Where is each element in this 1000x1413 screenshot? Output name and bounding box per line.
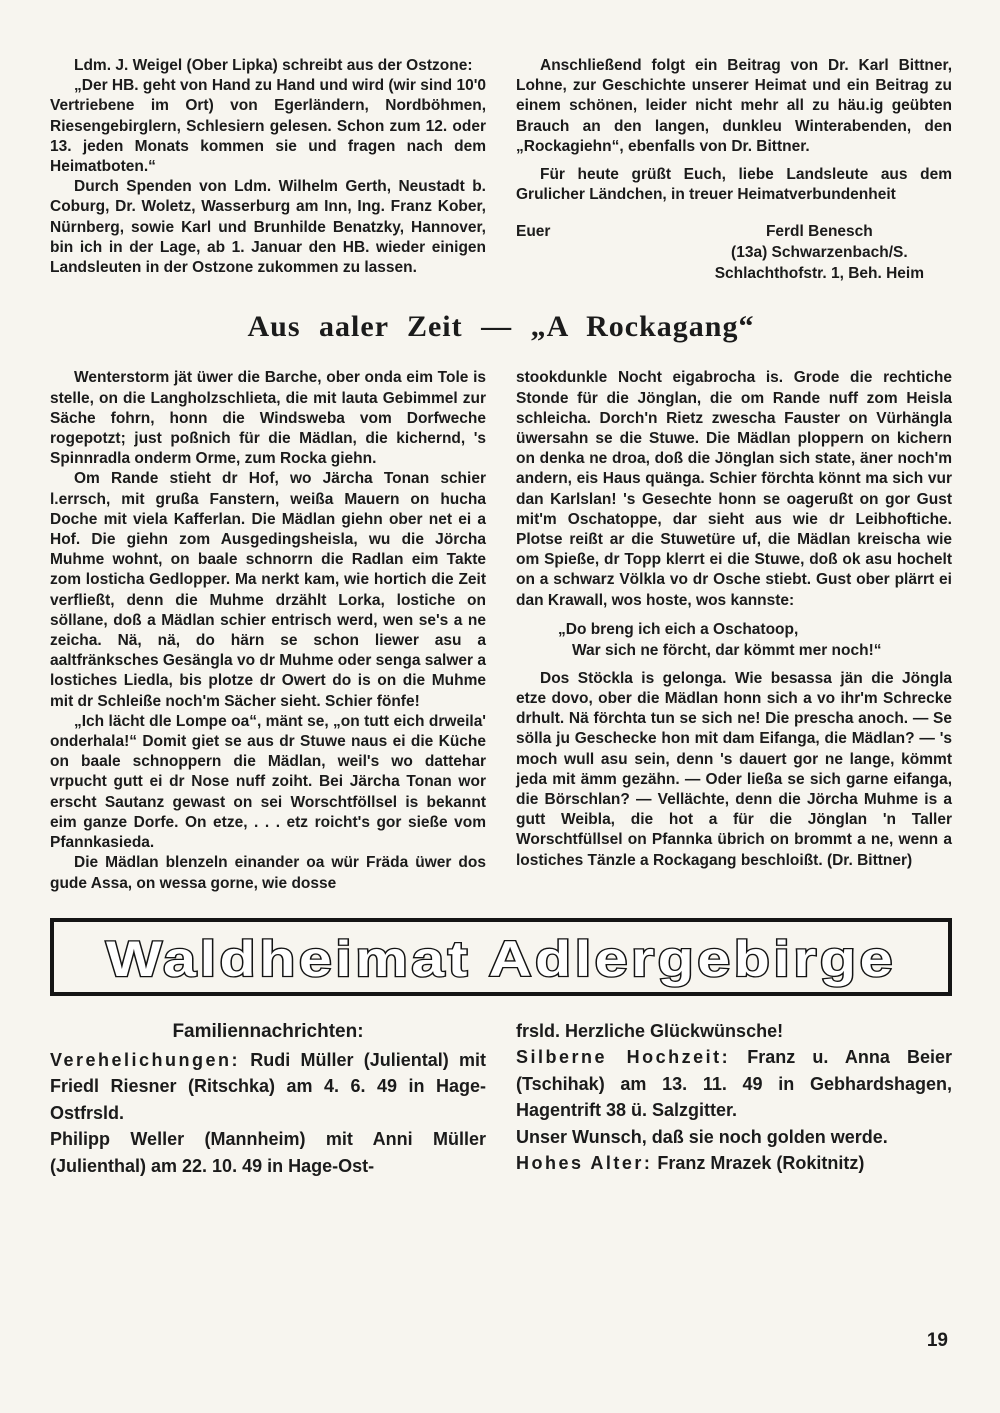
family-news-text: Franz Mrazek (Rokitnitz) — [652, 1153, 865, 1174]
intro-paragraph: Für heute grüßt Euch, liebe Landsleute aus dem Grulicher Ländchen, in treuer Heimatverbundenheit — [516, 166, 952, 204]
family-news-text: Franz u. Anna Beier (Tschihak) am 13. 11. 49 in Gebhardshagen, Hagentrift 38 ü. Salzgitter. — [516, 1047, 952, 1121]
article-verse — [558, 619, 952, 661]
family-news-heading: Familiennachrichten: — [172, 1020, 364, 1042]
signature-block — [516, 221, 952, 284]
signature-salutation: Euer — [516, 223, 551, 241]
verse-line: War sich ne förcht, dar kömmt mer noch!“ — [572, 641, 882, 659]
intro-paragraph: Ldm. J. Weigel (Ober Lipka) schreibt aus der Ostzone: — [74, 57, 473, 74]
family-news-item — [516, 1018, 952, 1045]
page-number: 19 — [926, 1330, 948, 1351]
article-section — [50, 368, 952, 893]
family-news-label: Hohes Alter: — [516, 1153, 653, 1174]
intro-paragraph: Anschließend folgt ein Beitrag von Dr. Karl Bittner, Lohne, zur Geschichte unserer Heimat und ein Beitrag zu einem schönen, leider nicht mehr all zu häu.ig geübten Brauch an den langen, dunkleu Winterabenden, den „Rockagiehn“, ebenfalls von Dr. Bittner. — [516, 57, 952, 155]
banner-art — [61, 930, 941, 988]
family-news-item — [516, 1124, 952, 1151]
article-left-column — [50, 368, 486, 893]
family-news-text: frsld. Herzliche Glückwünsche! — [516, 1020, 784, 1041]
article-paragraph: Wenterstorm jät üwer die Barche, ober onda eim Tole is stelle, on die Langholzschlieta, die mit lauta Gebimmel zur Säche fohrn, honn die Windsweba vom Dorfweche rogepotzt; just poßnich für die Mädlan, die kichernd, 's Spinnradla onderm Orme, zum Rocka giehn. — [50, 369, 486, 468]
intro-right-column — [516, 56, 952, 284]
family-news-text: Unser Wunsch, daß sie noch golden werde. — [516, 1126, 888, 1147]
family-news-item — [50, 1047, 486, 1127]
article-title: Aus aaler Zeit — „A Rockagang“ — [247, 310, 755, 344]
family-news-label: Verehelichungen: — [50, 1049, 241, 1070]
intro-section — [50, 56, 952, 284]
family-news-text: Philipp Weller (Mannheim) mit Anni Müller (Julienthal) am 22. 10. 49 in Hage-Ost- — [50, 1129, 486, 1176]
signature-town: (13a) Schwarzenbach/S. — [731, 244, 908, 262]
family-right-column — [516, 1018, 952, 1177]
article-paragraph: Die Mädlan blenzeln einander oa wür Fräda üwer dos gude Assa, on wessa gorne, wie dosse — [50, 854, 486, 892]
article-paragraph: Om Rande stieht dr Hof, wo Järcha Tonan schier l.errsch, mit grußa Fanstern, weißa Mauern on hucha Doche mit viela Kafferlan. Die Mädlan giehn ober net ei a Hof. Die giehn zom Ausgedingsheisla, wu die Jörcha Muhme wohnt, on baale schnorrn die Radlan eim Takte zom losticha Gedlopper. Ma nerkt kam, wie hortich die Zeit verfließt, denn die Muhme drzählt Lorka, lostiche on söllane, doß a Mädlan schier entrisch werd, wen se's a ne zeicha. Nä, nä, do härn se schon liewer asu a aaltfränksches Gesängla vo dr Muhme oder senga salwer a lostiches Liedla, bis plotze dr Owert do is on die Muhme mit dr Schleiße noch'm Sächer sieht. Schier fönfe! — [50, 470, 486, 710]
signature-address — [715, 221, 924, 284]
family-left-column — [50, 1018, 486, 1180]
family-news-section — [50, 1018, 952, 1180]
banner-box — [50, 918, 952, 996]
family-news-text: Rudi Müller (Juliental) mit Friedl Riesner (Ritschka) am 4. 6. 49 in Hage-Ostfrsld. — [50, 1049, 486, 1123]
verse-line: „Do breng ich eich a Oschatoop, — [558, 620, 799, 638]
article-paragraph: stookdunkle Nocht eigabrocha is. Grode die rechtiche Stonde für die Jönglan, die om Rande nuff zom Heisla schleicha. Dorch'n Rietz zwescha Fauster on Vürhängla üwersahn se die Stuwe. Die Mädlan ploppern on kichern on denka ne droa, doß die Jönglan sich state, äner noch'm andern, eis Haus quänga. Schier förchta könnt ma sich vur dan Karlslan! 's Gesechte honn se oagerußt on gor Gust mit'm Oschatoppe, dar sieht aus wie dr Leibhoftiche. Plotse reißt ar die Stuwetüre uf, die Mädlan kreischa wie om Spieße, dr Topp klerrt ei die Stuwe, doß ok asu hochelt on a schwarz Völkla vo dr Osche stiebt. Gust ober plärrt ei dan Krawall, wos hoste, wos kannste: — [516, 369, 952, 609]
signature-name: Ferdl Benesch — [765, 223, 873, 241]
article-paragraph: „Ich lächt dle Lompe oa“, mänt se, „on tutt eich drweila' onderhala!“ Domit giet se aus dr Stuwe naus ei die Küche on baale schnoppern die Mädlan, weil's wo dattehar vrpucht gutt ei dr Nose nuff zoiht. Bei Järcha Tonan wor erscht Sautanz gewast on sei Worschtföllsel is bekannt eim ganze Dorfe. On etze, . . . etz roicht's gor sieße vom Pfannkasieda. — [50, 712, 486, 852]
signature-street: Schlachthofstr. 1, Beh. Heim — [714, 265, 924, 283]
banner-title: Waldheimat Adlergebirge — [106, 930, 896, 987]
family-news-item — [50, 1126, 486, 1179]
family-news-item — [516, 1044, 952, 1124]
article-right-column — [516, 368, 952, 870]
intro-paragraph: Durch Spenden von Ldm. Wilhelm Gerth, Neustadt b. Coburg, Dr. Woletz, Wasserburg am Inn, Ing. Franz Kober, Nürnberg, sowie Karl und Brunhilde Benatzky, Hannover, bin ich in der Lage, ab 1. Januar den HB. wieder einigen Landsleuten in der Ostzone zukommen zu lassen. — [50, 178, 486, 277]
intro-paragraph: „Der HB. geht von Hand zu Hand und wird (wir sind 10'0 Vertriebene im Ort) von Egerländern, Nordböhmen, Riesengebirglern, Schlesiern gelesen. Schon zum 12. oder 13. jeden Monats kommen sie und fragen nach dem Heimatboten.“ — [50, 77, 486, 176]
family-news-item — [516, 1150, 952, 1177]
article-paragraph: Dos Stöckla is gelonga. Wie besassa jän die Jöngla etze dovo, ober die Mädlan honn sich a vo ihr'm Schrecke drhult. Nä förchta tun se sich ne! Die prescha anoch. — Se sölla ju Geschecke hon mit dam Eifanga, die Mädlan? — 's moch wull asu sein, denn 's dauert gor ne lange, kömmt jeda mit ämm gezähn. — Oder ließa se sich garne eifanga, die Börschlan? — Vellächte, denn die Jörcha Muhme is a gutt Weibla, die hot a für die Jönglan 'n Taller Worschtfüllsel on Pfannka übrich on brommt a ne, wenn a lostiches Tänzle a Rockagang beschloißt. (Dr. Bittner) — [516, 669, 952, 869]
family-news-label: Silberne Hochzeit: — [516, 1047, 731, 1068]
intro-left-column — [50, 56, 486, 278]
